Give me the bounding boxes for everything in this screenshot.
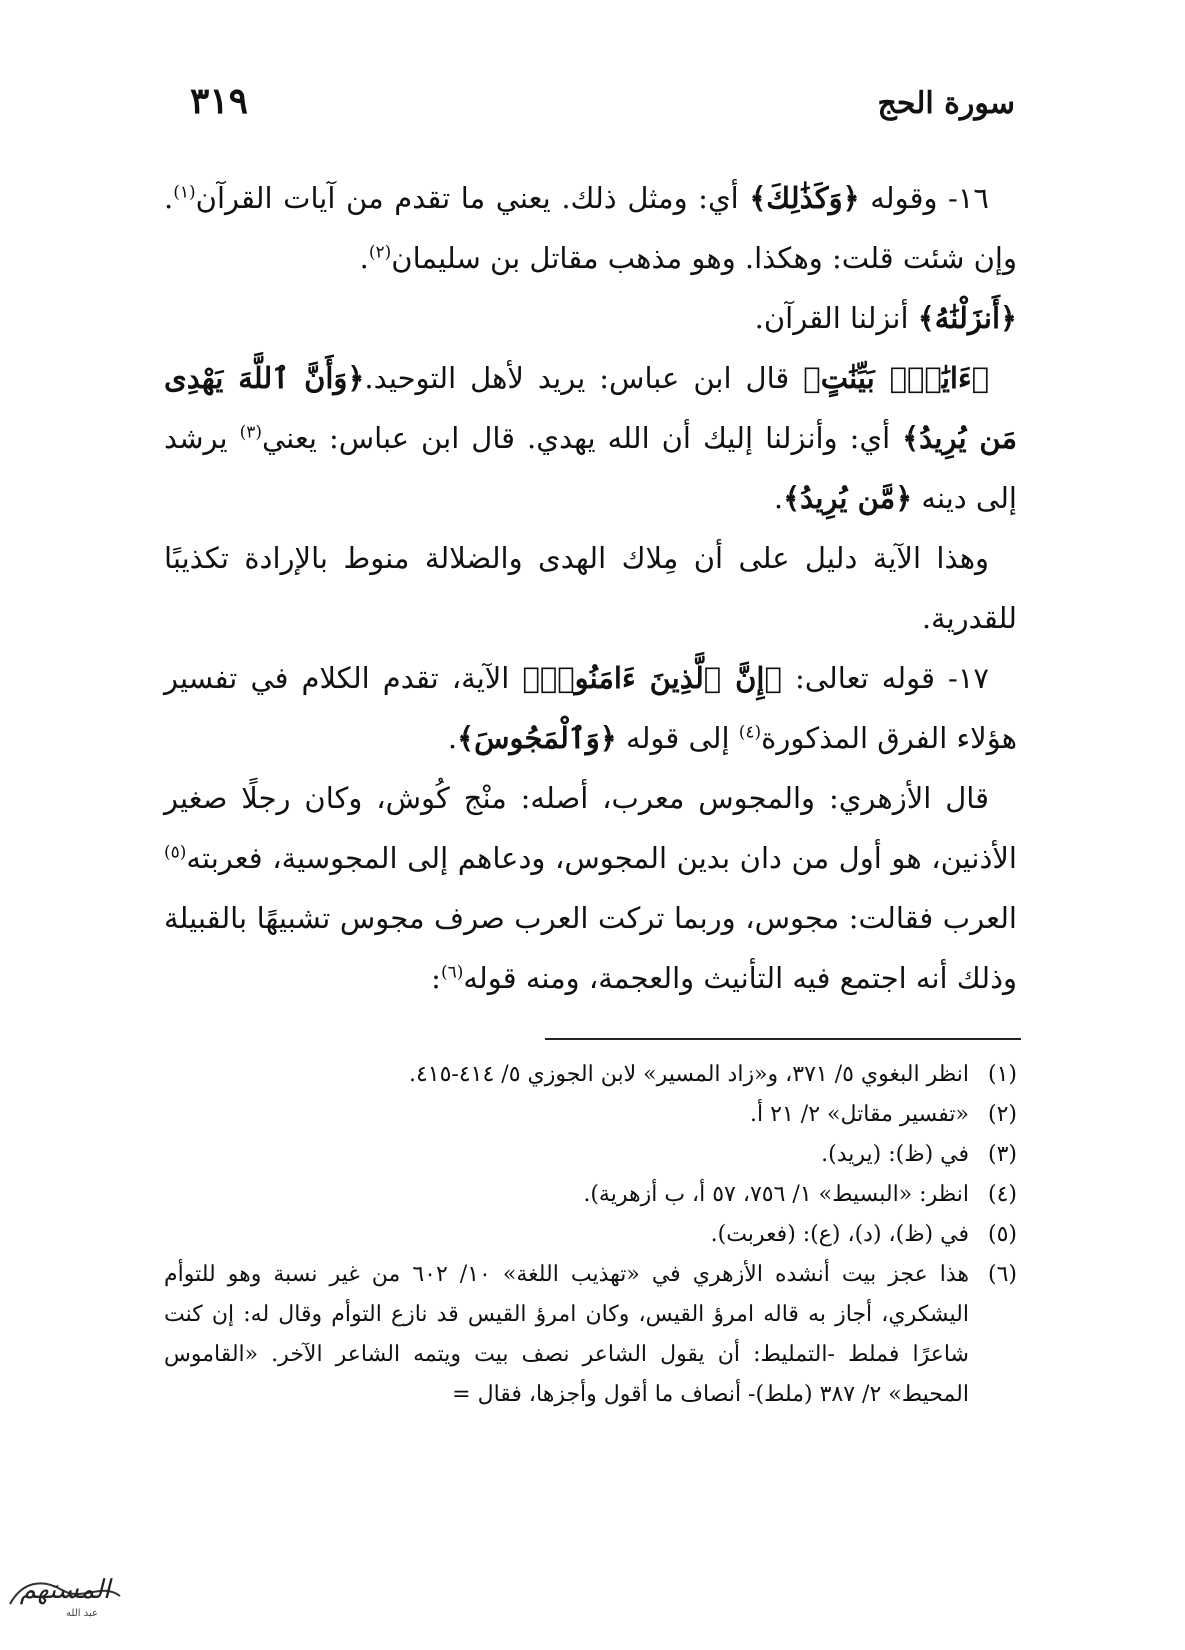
footnote-ref: (١) [173,182,196,203]
footnote-ref: (٢) [368,242,392,263]
footnote-item [164,1255,1017,1415]
paragraph-17: ١٧- قوله تعالى: ﴿إِنَّ ٱلَّذِينَ ءَامَنُوا۟﴾ الآية، تقدم الكلام في تفسير هؤلاء الفرق المذكورة$^{(٤)}$ إلى قوله ﴿وَٱلْمَجُوسَ﴾. [164,661,1017,755]
footnote-text: انظر: «البسيط» ١/ ٧٥٦، ٥٧ أ، ب أزهرية). [583,1182,969,1207]
footnote-text: في (ظ)، (د)، (ع): (فعربت). [710,1222,969,1247]
page-number: ٣١٩ [190,80,249,122]
quran-quote: ﴿أَنزَلْنَٰهُ﴾ [917,301,1017,335]
quran-quote: ﴿ءَايَٰتٍۭ بَيِّنَٰتٍ﴾ [803,361,989,395]
quran-quote: ﴿وَكَذَٰلِكَ﴾ [749,181,860,215]
footnote-number: (١) [987,1062,1017,1087]
watermark-text: المستهم [19,1575,111,1605]
watermark-logo [2,1552,128,1624]
paragraph-commentary: وهذا الآية دليل على أن مِلاك الهدى والضلالة منوط بالإرادة تكذيبًا للقدرية. [164,541,1017,635]
footnote-number: (٥) [987,1222,1017,1247]
quran-quote: ﴿مَّن يُرِيدُ﴾ [783,481,913,515]
footnote-number: (٦) [987,1262,1017,1287]
footnote-text: هذا عجز بيت أنشده الأزهري في «تهذيب اللغة» ١٠/ ٦٠٢ من غير نسبة وهو للتوأم اليشكري، أجاز به قاله امرؤ القيس، وكان امرؤ القيس قد نازع التوأم وقال له: إن كنت شاعرًا فملط -التمليط: أن يقول الشاعر نصف بيت ويتمه الشاعر الآخر. «القاموس المحيط» ٢/ ٣٨٧ (ملط)- أنصاف ما أقول وأجزها، فقال = [164,1262,969,1407]
paragraph-ayat: ﴿ءَايَٰتٍۭ بَيِّنَٰتٍ﴾ قال ابن عباس: يريد لأهل التوحيد.﴿وَأَنَّ ٱللَّهَ يَهْدِى مَن يُرِيدُ﴾ أي: وأنزلنا إليك أن الله يهدي. قال ابن عباس: يعني$^{(٣)}$ يرشد إلى دينه ﴿مَّن يُرِيدُ﴾. [164,361,1017,515]
footnote-text: انظر البغوي ٥/ ٣٧١، و«زاد المسير» لابن الجوزي ٥/ ٤١٤-٤١٥. [408,1062,969,1087]
footnote-item [164,1095,1017,1135]
body-text [164,168,1017,1008]
footnote-text: «تفسير مقاتل» ٢/ ٢١ أ. [750,1102,969,1127]
footnote-item [164,1175,1017,1215]
quran-quote: ﴿وَٱلْمَجُوسَ﴾ [457,721,617,755]
footnote-ref: (٣) [239,422,263,443]
paragraph-anzalnahu: ﴿أَنزَلْنَٰهُ﴾ أنزلنا القرآن. [754,301,1017,335]
footnote-item [164,1135,1017,1175]
quran-quote: ﴿وَأَنَّ ٱللَّهَ يَهْدِى مَن يُرِيدُ﴾ [164,361,1017,455]
page-header [190,80,1015,126]
footnotes [164,1055,1017,1415]
footnote-number: (٤) [987,1182,1017,1207]
footnote-divider [545,1038,1021,1040]
footnote-ref: (٥) [164,842,187,863]
footnote-item [164,1215,1017,1255]
chapter-title: سورة الحج [877,86,1015,121]
paragraph-16: ١٦- وقوله ﴿وَكَذَٰلِكَ﴾ أي: ومثل ذلك. يعني ما تقدم من آيات القرآن$^{(١)}$. وإن شئت قلت: وهكذا. وهو مذهب مقاتل بن سليمان$^{(٢)}$. [164,181,1017,275]
footnote-number: (٢) [987,1102,1017,1127]
watermark-subtext: عبد الله [66,1608,98,1619]
paragraph-azhari: قال الأزهري: والمجوس معرب، أصله: منْج كُوش، وكان رجلًا صغير الأذنين، هو أول من دان بدين المجوس، ودعاهم إلى المجوسية، فعربته$^{(٥)}$ العرب فقالت: مجوس، وربما تركت العرب صرف مجوس تشبيهًا بالقبيلة وذلك أنه اجتمع فيه التأنيث والعجمة، ومنه قوله$^{(٦)}$: [164,781,1017,995]
footnote-item [164,1055,1017,1095]
footnote-number: (٣) [987,1142,1017,1167]
quran-quote: ﴿إِنَّ ٱلَّذِينَ ءَامَنُوا۟﴾ [522,661,782,695]
footnote-ref: (٦) [440,962,464,983]
footnote-text: في (ظ): (يريد). [821,1142,969,1167]
footnote-ref: (٤) [738,722,762,743]
